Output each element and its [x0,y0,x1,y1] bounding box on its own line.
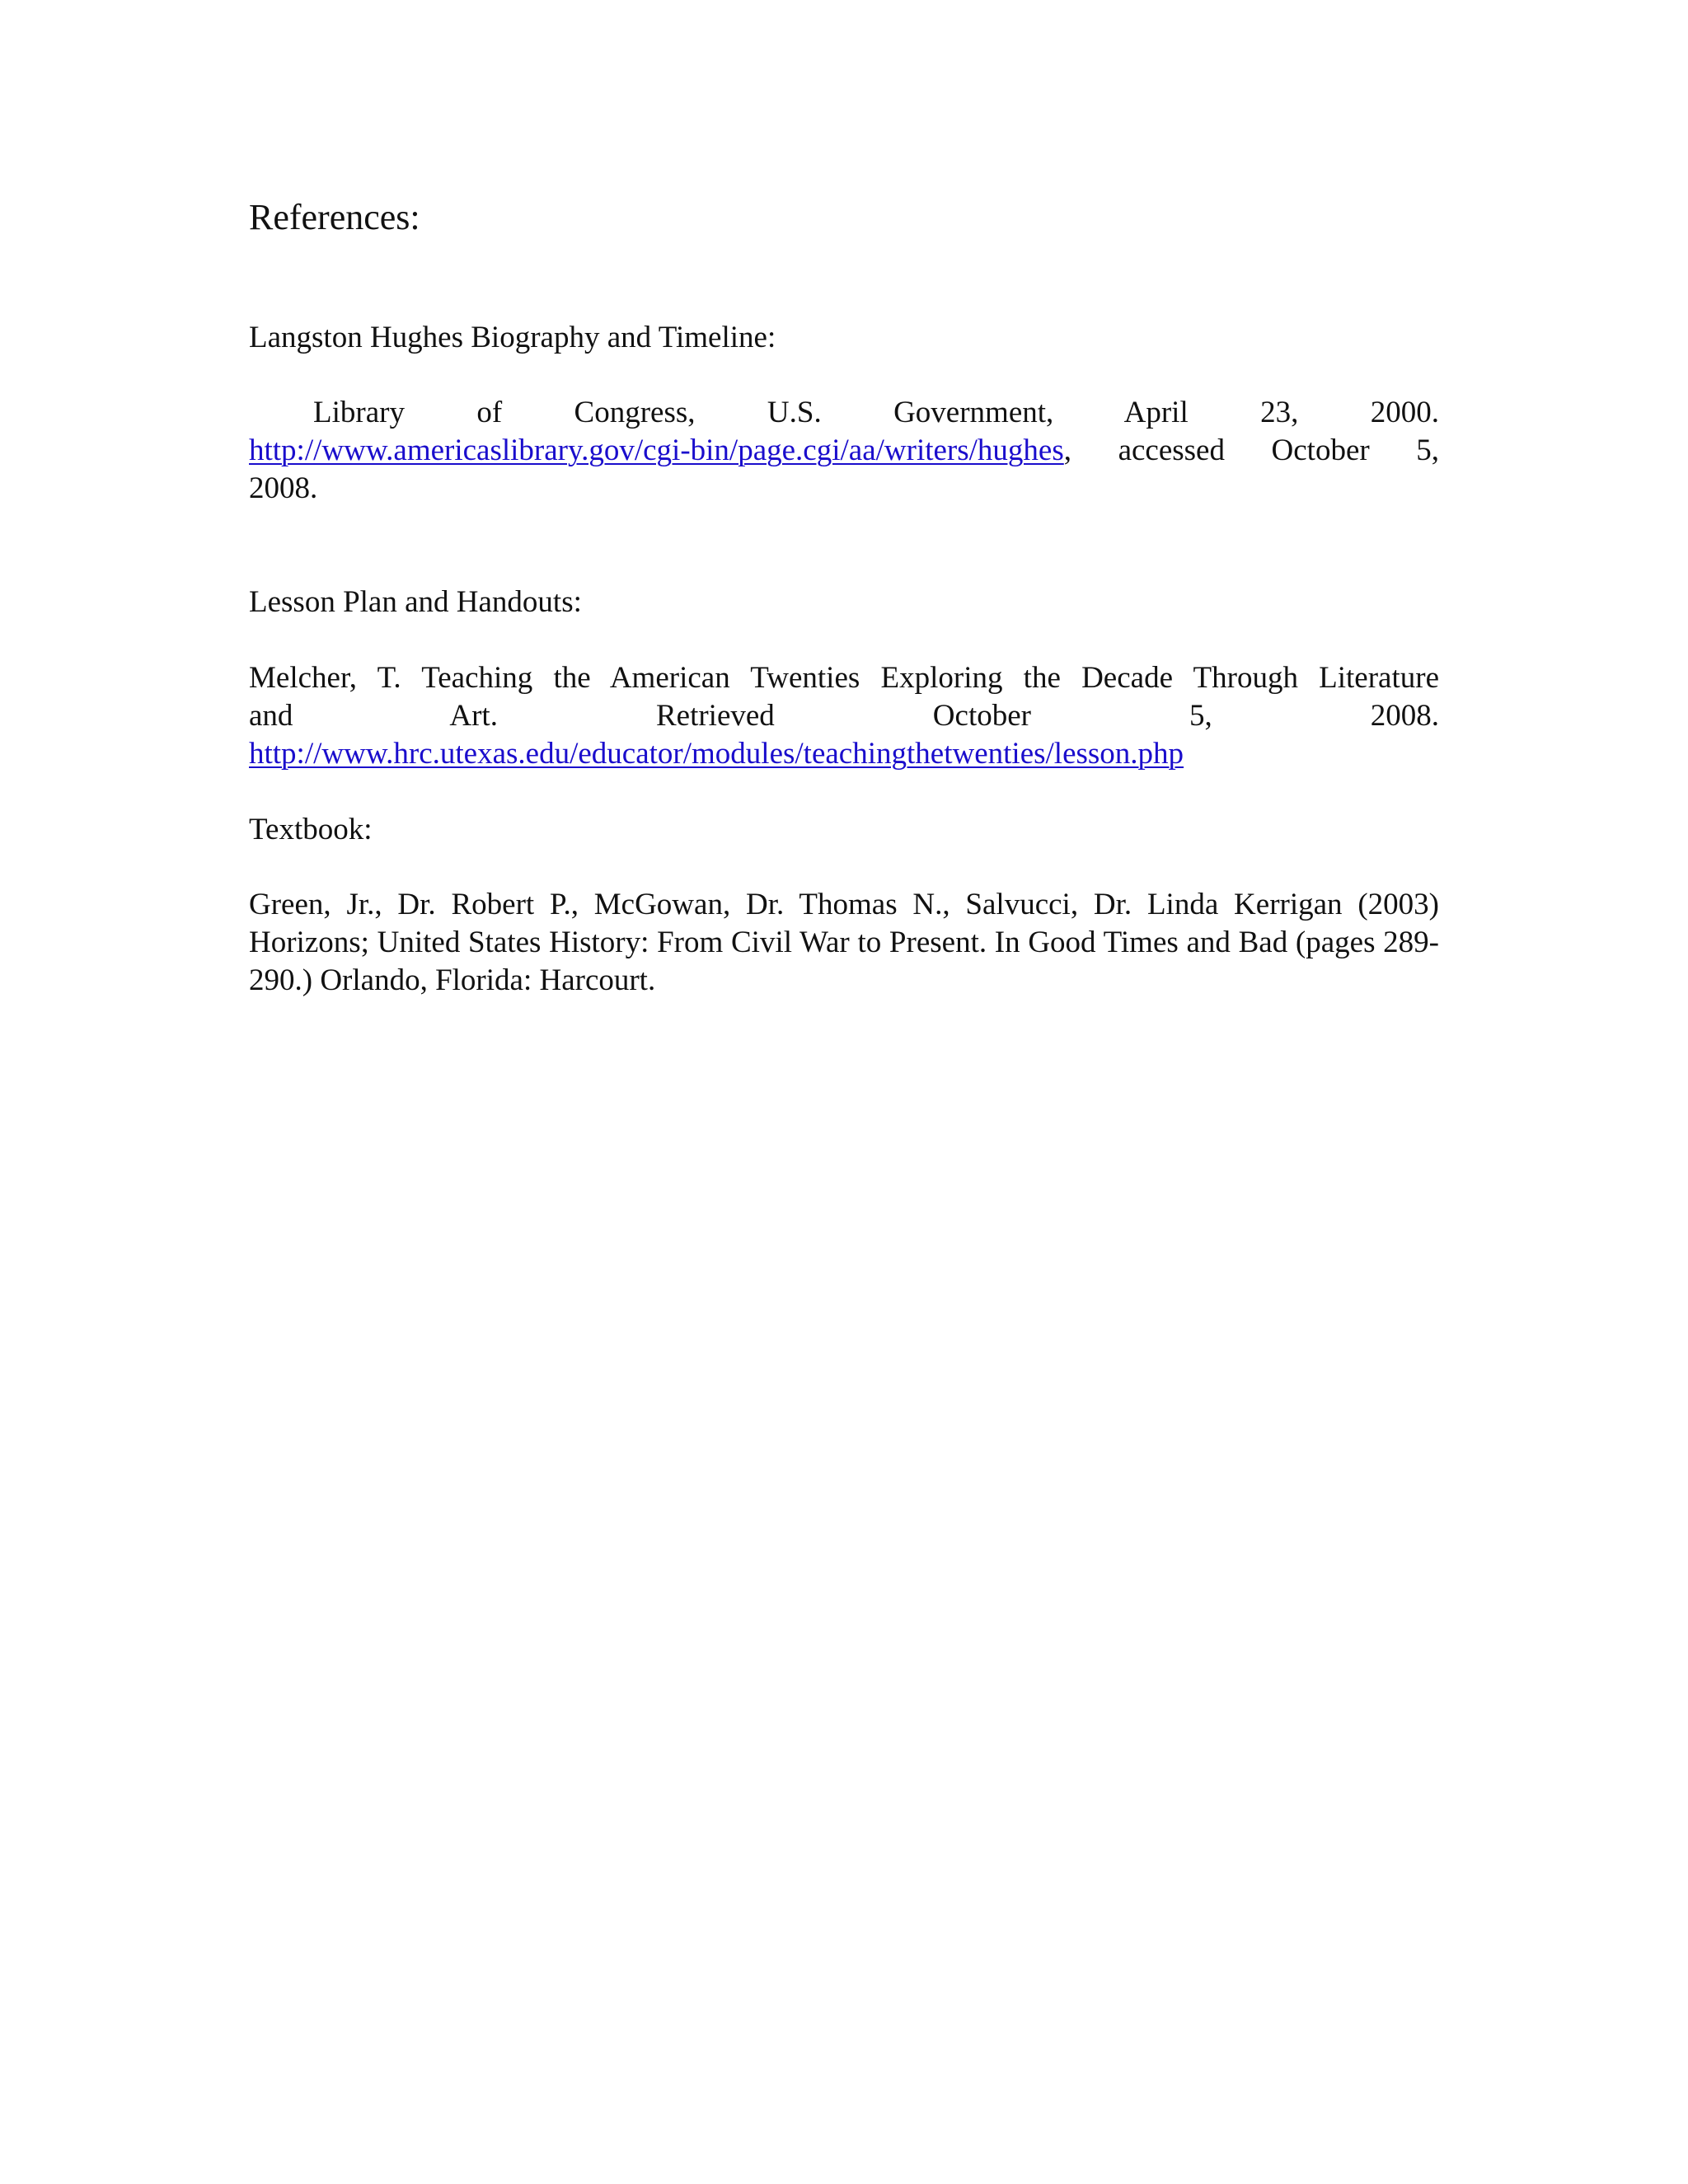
entry-line: 2008. [249,471,318,505]
section-title-textbook: Textbook: [249,813,373,846]
section-title-biography: Langston Hughes Biography and Timeline: [249,321,776,354]
reference-entry-lesson-plan [249,659,1439,773]
reference-entry-textbook: Green, Jr., Dr. Robert P., McGowan, Dr. Thomas N., Salvucci, Dr. Linda Kerrigan (2003) Horizons; United States History: From Civil War to Present. In Good Times and Bad (pages 289-290.) Orlando, Florida: Harcourt. [249,888,1439,997]
reference-link-americaslibrary[interactable]: http://www.americaslibrary.gov/cgi-bin/page.cgi/aa/writers/hughes [249,434,1064,467]
entry-line: Library of Congress, U.S. Government, April 23, 2000. [313,396,1439,429]
page-heading: References: [249,197,420,237]
entry-line [249,432,1439,470]
entry-line [249,735,1439,773]
entry-text: , accessed October 5, [1063,434,1439,467]
entry-line: Melcher, T. Teaching the American Twenties Exploring the Decade Through Literature [249,661,1439,695]
section-title-lesson-plan: Lesson Plan and Handouts: [249,585,582,619]
entry-line: and Art. Retrieved October 5, 2008. [249,699,1439,733]
reference-entry-biography [249,394,1439,508]
reference-link-hrc-utexas[interactable]: http://www.hrc.utexas.edu/educator/modules/teachingthetwenties/lesson.php [249,737,1184,771]
